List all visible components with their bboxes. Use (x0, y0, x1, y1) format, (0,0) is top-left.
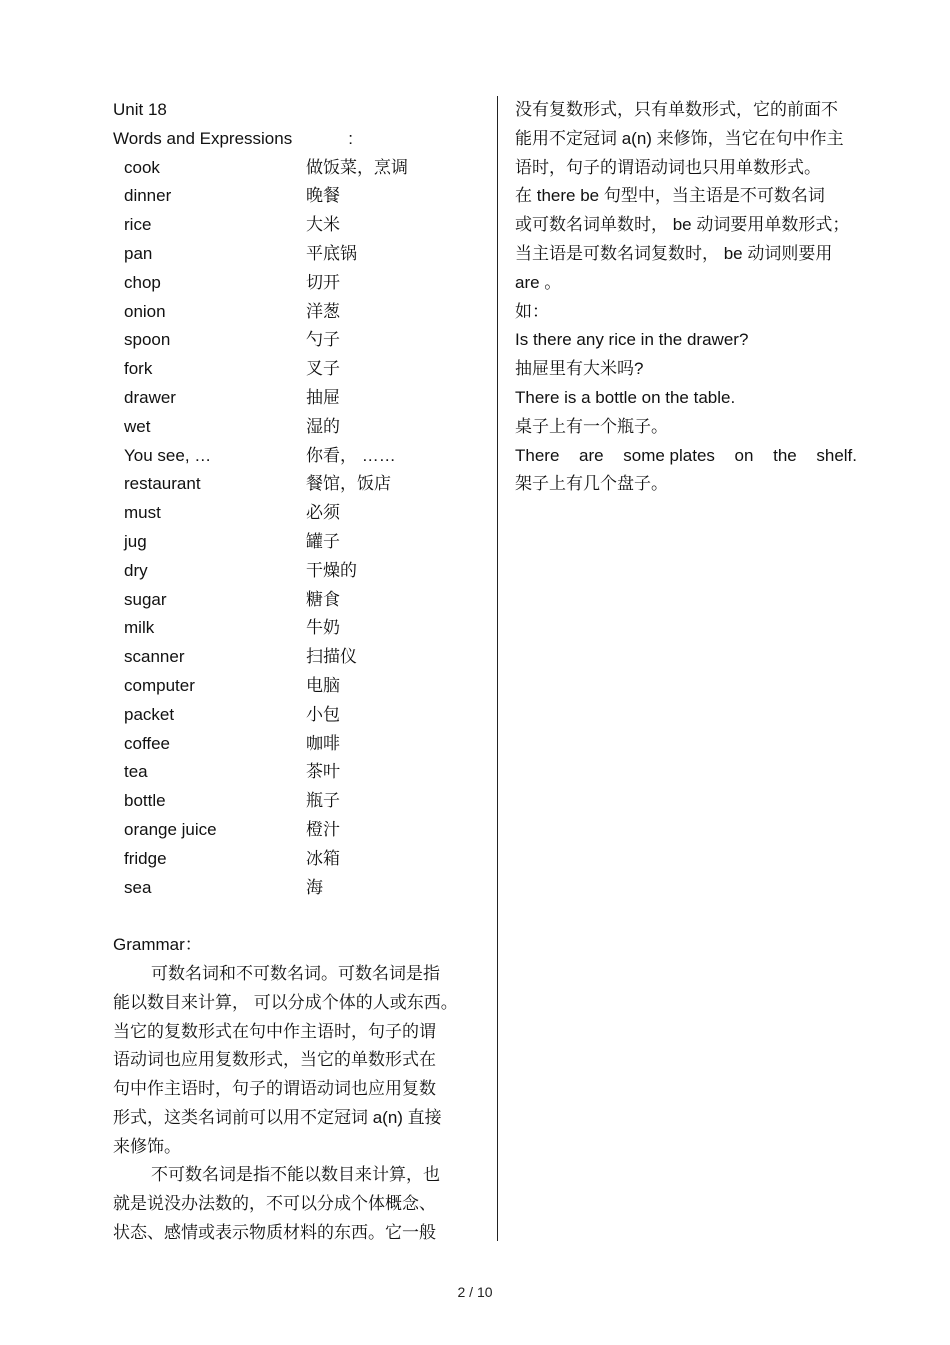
vocab-english: fridge (124, 848, 167, 868)
text-line: 桌子上有一个瓶子。 (515, 416, 668, 436)
text-line: 能以数目来计算， 可以分成个体的人或东西。 (113, 992, 458, 1012)
vocab-chinese: 叉子 (306, 359, 340, 379)
vocab-chinese: 必须 (306, 503, 340, 523)
vocab-chinese: 平底锅 (306, 243, 357, 263)
vocab-chinese: 晚餐 (306, 186, 340, 206)
text-line: 不可数名词是指不能以数目来计算，也 (151, 1165, 440, 1185)
unit-title: Unit 18 (113, 100, 167, 119)
vocab-row (113, 816, 483, 845)
example-word: some plates (623, 445, 715, 465)
right-column (515, 96, 880, 499)
vocab-chinese: 瓶子 (306, 791, 340, 811)
vocab-english: chop (124, 272, 161, 292)
vocab-chinese: 勺子 (306, 330, 340, 350)
words-heading-text: Words and Expressions (113, 128, 293, 148)
vocab-chinese: 小包 (306, 704, 340, 724)
words-heading (113, 125, 483, 154)
text-line: 来修饰。 (113, 1136, 181, 1156)
vocab-row (113, 614, 483, 643)
text-line: 如： (515, 301, 549, 321)
spacer (113, 902, 483, 931)
vocab-english: jug (124, 531, 147, 551)
text-line: 或可数名词单数时， be 动词要用单数形式； (515, 215, 850, 235)
vocab-row (113, 672, 483, 701)
vocab-row (113, 269, 483, 298)
vocab-english: orange juice (124, 819, 217, 839)
vocab-english: bottle (124, 791, 166, 811)
vocab-chinese: 洋葱 (306, 301, 340, 321)
vocab-chinese: 冰箱 (306, 848, 340, 868)
example-word: on (734, 445, 754, 465)
vocab-chinese: 海 (306, 877, 323, 897)
text-line: 当它的复数形式在句中作主语时，句子的谓 (113, 1021, 436, 1041)
vocab-english: milk (124, 618, 155, 638)
vocab-english: spoon (124, 330, 171, 350)
vocab-english: rice (124, 215, 152, 235)
text-line: 形式，这类名词前可以用不定冠词 a(n) 直接 (113, 1107, 442, 1127)
text-line: 状态、感情或表示物质材料的东西。它一般 (113, 1223, 436, 1243)
vocab-row (113, 470, 483, 499)
vocab-chinese: 扫描仪 (306, 647, 357, 667)
vocab-row (113, 701, 483, 730)
example-word: shelf. (816, 445, 857, 465)
vocab-english: onion (124, 301, 166, 321)
text-line: 没有复数形式，只有单数形式，它的前面不 (515, 100, 838, 119)
grammar-paragraph-1 (113, 960, 483, 1162)
text-line: 就是说没办法数的，不可以分成个体概念、 (113, 1194, 436, 1214)
text-line: 在 there be 句型中，当主语是不可数名词 (515, 186, 825, 206)
vocab-chinese: 电脑 (306, 675, 340, 695)
vocab-chinese: 罐子 (306, 531, 340, 551)
vocab-row (113, 758, 483, 787)
vocab-row (113, 730, 483, 759)
vocab-english: You see, … (124, 445, 212, 465)
vocab-list (113, 154, 483, 903)
text-line: are 。 (515, 272, 562, 292)
example-word: There (515, 445, 560, 465)
vocab-chinese: 牛奶 (306, 618, 340, 638)
vocab-english: restaurant (124, 474, 201, 494)
text-line: 可数名词和不可数名词。可数名词是指 (151, 963, 440, 983)
vocab-english: drawer (124, 387, 176, 407)
vocab-chinese: 糖食 (306, 589, 340, 609)
vocab-row (113, 442, 483, 471)
right-text-lines (515, 96, 880, 442)
vocab-english: dinner (124, 186, 172, 206)
vocab-english: fork (124, 359, 153, 379)
vocab-english: must (124, 503, 161, 523)
vocab-english: tea (124, 762, 148, 782)
vocab-chinese: 茶叶 (306, 762, 340, 782)
column-divider (497, 96, 498, 1241)
vocab-row (113, 499, 483, 528)
vocab-row (113, 845, 483, 874)
page-number: 2 / 10 (457, 1284, 493, 1300)
vocab-english: sea (124, 877, 152, 897)
text-line: 能用不定冠词 a(n) 来修饰，当它在句中作主 (515, 128, 844, 148)
vocab-row (113, 557, 483, 586)
vocab-chinese: 干燥的 (306, 560, 357, 580)
vocab-row (113, 413, 483, 442)
vocab-chinese: 湿的 (306, 416, 340, 436)
vocab-row (113, 874, 483, 903)
vocab-chinese: 餐馆，饭店 (306, 474, 391, 494)
vocab-row (113, 586, 483, 615)
vocab-row (113, 787, 483, 816)
vocab-row (113, 355, 483, 384)
vocab-chinese: 大米 (306, 215, 340, 235)
vocab-english: computer (124, 675, 195, 695)
vocab-row (113, 298, 483, 327)
words-heading-colon: : (348, 128, 353, 148)
text-line: There is a bottle on the table. (515, 387, 736, 407)
vocab-english: wet (124, 416, 151, 436)
vocab-english: dry (124, 560, 148, 580)
vocab-english: scanner (124, 647, 185, 667)
text-line: 当主语是可数名词复数时， be 动词则要用 (515, 243, 833, 263)
vocab-english: sugar (124, 589, 167, 609)
text-line: 语动词也应用复数形式，当它的单数形式在 (113, 1050, 436, 1070)
grammar-heading: Grammar： (113, 935, 202, 955)
vocab-chinese: 抽屉 (306, 387, 340, 407)
example-3-english (515, 442, 857, 471)
example-word: the (773, 445, 797, 465)
vocab-row (113, 384, 483, 413)
grammar-paragraph-2 (113, 1161, 483, 1247)
vocab-english: cook (124, 157, 160, 177)
vocab-row (113, 240, 483, 269)
vocab-row (113, 182, 483, 211)
vocab-row (113, 528, 483, 557)
vocab-chinese: 切开 (306, 272, 340, 292)
left-column (113, 96, 483, 1248)
vocab-chinese: 做饭菜，烹调 (306, 157, 408, 177)
vocab-row (113, 154, 483, 183)
example-word: are (579, 445, 604, 465)
example-3-chinese: 架子上有几个盘子。 (515, 474, 668, 494)
vocab-chinese: 咖啡 (306, 733, 340, 753)
text-line: 语时，句子的谓语动词也只用单数形式。 (515, 157, 821, 177)
text-line: 句中作主语时，句子的谓语动词也应用复数 (113, 1079, 436, 1099)
vocab-chinese: 你看， …… (306, 445, 396, 465)
text-line: Is there any rice in the drawer? (515, 330, 749, 350)
vocab-english: coffee (124, 733, 171, 753)
vocab-english: packet (124, 704, 175, 724)
vocab-chinese: 橙汁 (306, 819, 340, 839)
vocab-english: pan (124, 243, 153, 263)
vocab-row (113, 643, 483, 672)
vocab-row (113, 211, 483, 240)
text-line: 抽屉里有大米吗? (515, 359, 644, 379)
vocab-row (113, 326, 483, 355)
